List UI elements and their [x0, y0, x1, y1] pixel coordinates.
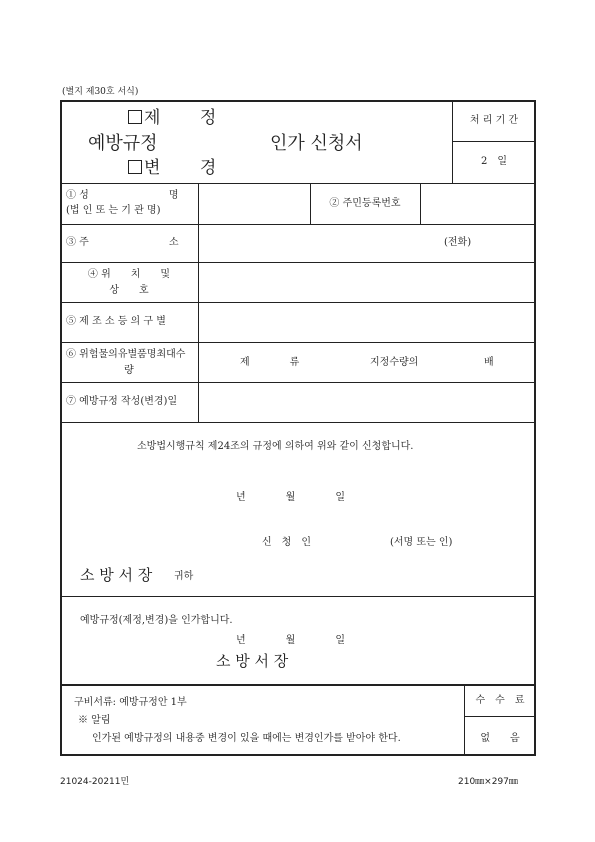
hazard-unit: 배 [484, 357, 494, 368]
processing-period-label: 처 리 기 간 [469, 115, 519, 126]
option-enact: 제 정 [128, 110, 216, 127]
location-label: ④ 위 치 및 [87, 269, 171, 280]
name-sublabel: (법 인 또 는 기 관 명) [66, 205, 161, 216]
resident-no-field[interactable] [422, 185, 534, 222]
page-title: 인가 신청서 [270, 133, 363, 154]
approval-authority: 소 방 서 장 [216, 652, 289, 670]
prepared-date-field[interactable] [200, 384, 534, 420]
approval-date: 년 월 일 [236, 635, 345, 646]
hazard-label-cont: 량 [124, 365, 134, 376]
form-code: 21024-20211민 [60, 777, 130, 787]
name-label: ① 성 명 [66, 190, 179, 201]
declaration-text: 소방법시행규칙 제24조의 규정에 의하여 위와 같이 신청합니다. [137, 441, 414, 452]
form-reference: (별지 제30호 서식) [62, 87, 139, 97]
address-label: ③ 주 소 [66, 237, 179, 248]
recipient-suffix: 귀하 [174, 571, 194, 582]
required-docs: 구비서류: 예방규정안 1부 [74, 697, 187, 708]
hazard-label: ⑥ 위험물의유별품명최대수 [66, 349, 186, 360]
recipient: 소 방 서 장 [80, 566, 153, 584]
facility-type-label: ⑤ 제 조 소 등 의 구 별 [66, 316, 166, 327]
hazard-class: 제 류 [240, 357, 300, 368]
address-field[interactable] [200, 226, 534, 260]
title-subject: 예방규정 [88, 133, 158, 154]
paper-size: 210㎜×297㎜ [458, 777, 518, 787]
notice-text: 인가된 예방규정의 내용중 변경이 있을 때에는 변경인가를 받아야 한다. [92, 733, 401, 744]
hazard-multiple-label: 지정수량의 [370, 357, 419, 368]
phone-label: (전화) [444, 237, 472, 248]
name-field[interactable] [200, 185, 308, 222]
option-change: 변 경 [128, 160, 216, 177]
location-sublabel: 상 호 [109, 285, 149, 296]
applicant-label: 신 청 인 [262, 537, 311, 548]
fee-value: 없 음 [480, 733, 520, 744]
signature-label: (서명 또는 인) [390, 537, 453, 548]
prepared-date-label: ⑦ 예방규정 작성(변경)일 [66, 396, 178, 407]
fee-label: 수 수 료 [475, 695, 525, 706]
resident-no-label: ② 주민등록번호 [329, 198, 401, 209]
enact-checkbox[interactable] [128, 110, 142, 124]
applicant-field[interactable] [320, 530, 384, 550]
approval-text: 예방규정(제정,변경)을 인가합니다. [80, 615, 233, 626]
facility-type-field[interactable] [200, 304, 534, 340]
notice-title: ※ 알림 [78, 715, 111, 726]
location-field[interactable] [200, 264, 534, 300]
declaration-date: 년 월 일 [236, 492, 345, 503]
change-checkbox[interactable] [128, 160, 142, 174]
processing-period-value: 2 일 [480, 156, 508, 167]
hazard-field[interactable] [200, 344, 534, 380]
